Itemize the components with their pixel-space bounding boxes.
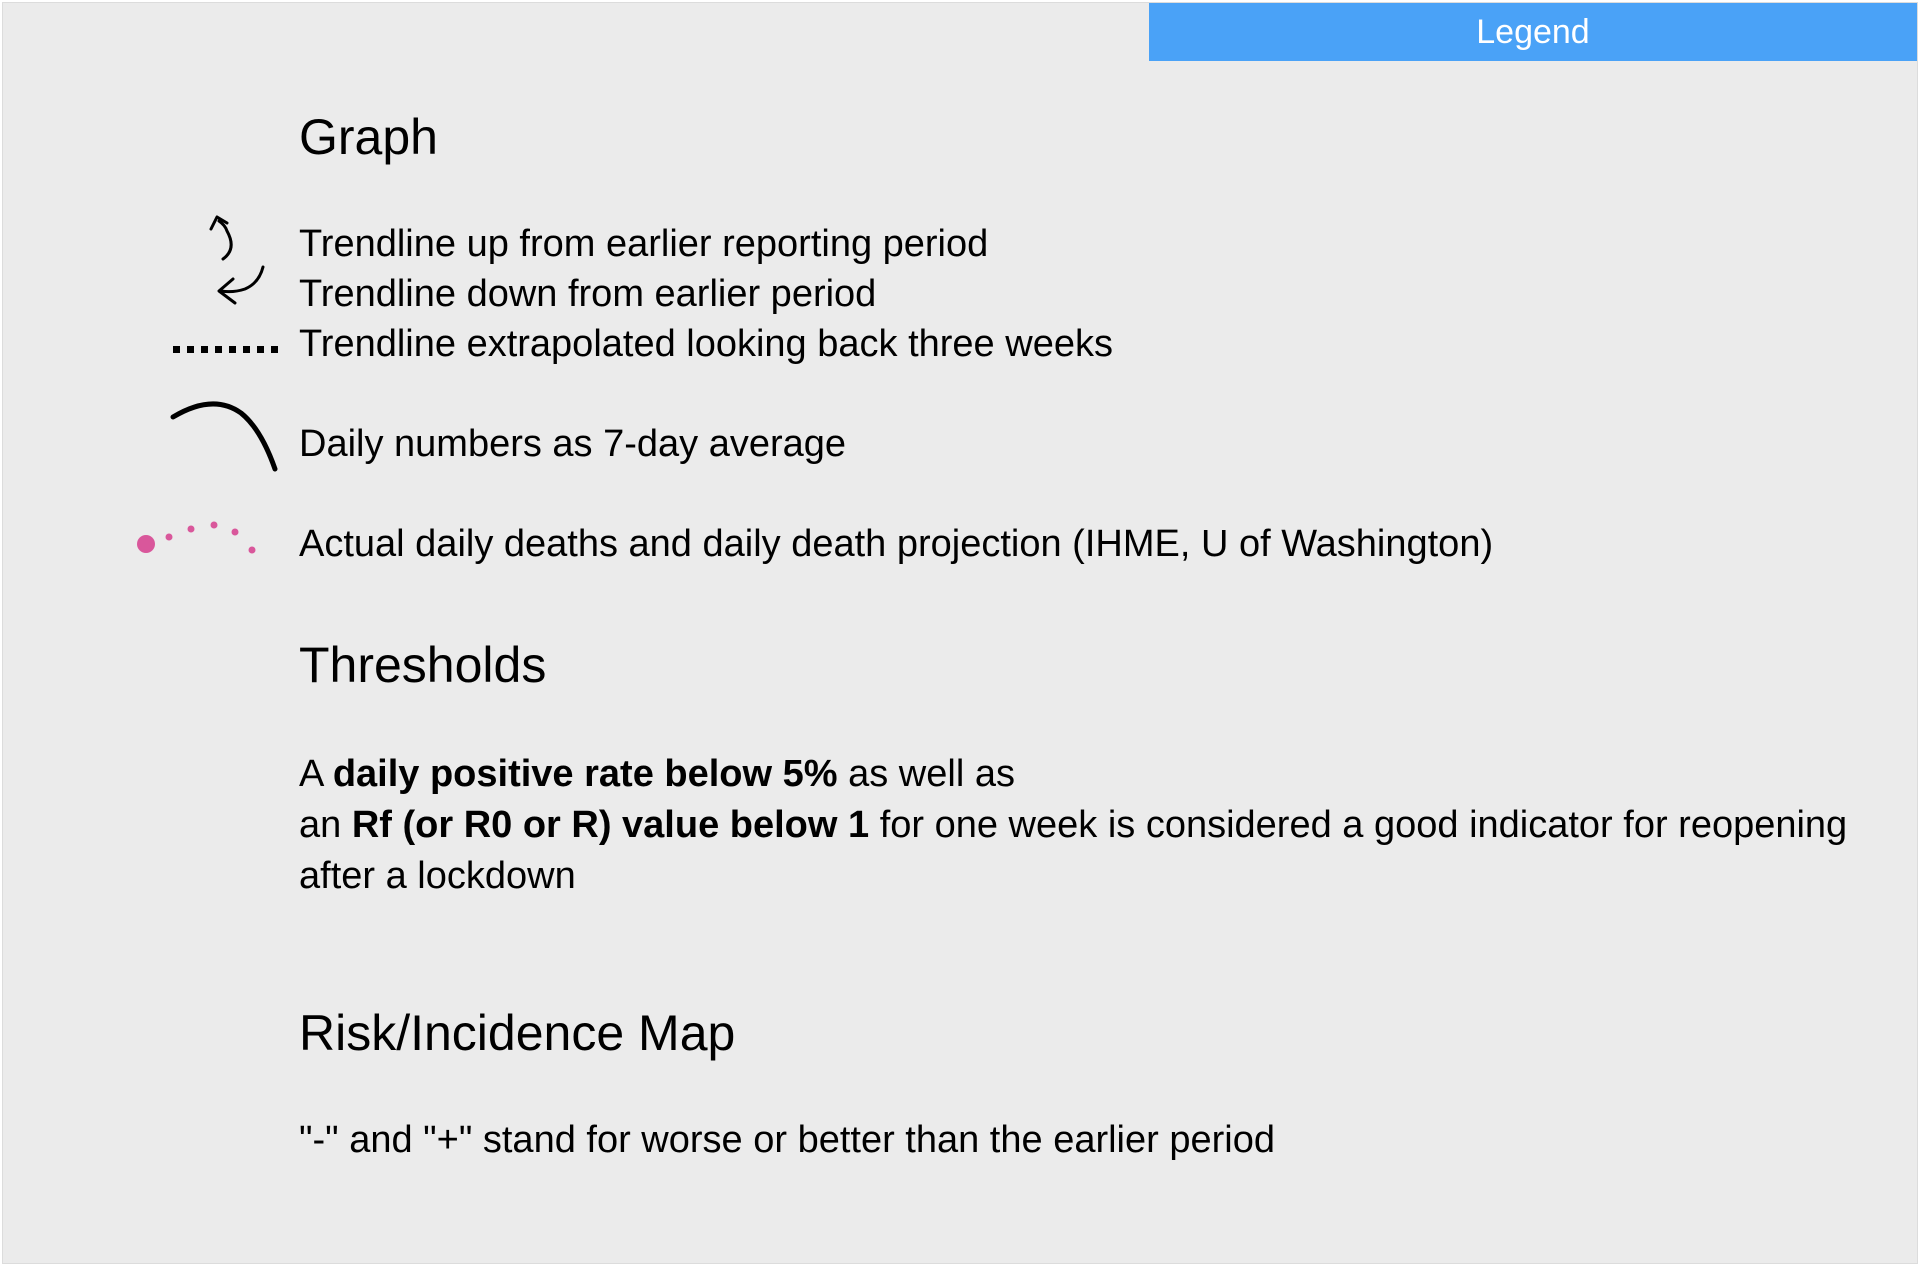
graph-heading: Graph <box>299 109 438 165</box>
thresholds-text <box>299 749 1859 902</box>
curved-arrow-down-icon <box>213 261 269 311</box>
legend-page <box>2 2 1918 1264</box>
curve-line-icon <box>169 399 281 473</box>
legend-item-trend-extrapolated: Trendline extrapolated looking back three weeks <box>299 323 1113 365</box>
thresholds-line1-suffix: as well as <box>837 753 1015 795</box>
thresholds-line2-bold: Rf (or R0 or R) value below 1 <box>351 804 870 846</box>
thresholds-line2-suffix: for one week is considered a good indicator for reopening after a lockdown <box>299 804 1848 897</box>
curved-arrow-up-icon <box>203 211 251 263</box>
thresholds-line1-prefix: A <box>299 753 333 795</box>
dotted-line-icon <box>173 343 279 357</box>
thresholds-line-2 <box>299 800 1859 902</box>
legend-tab[interactable]: Legend <box>1149 3 1917 61</box>
risk-map-heading: Risk/Incidence Map <box>299 1005 736 1061</box>
legend-item-trend-down: Trendline down from earlier period <box>299 273 877 315</box>
thresholds-line-1 <box>299 749 1859 800</box>
risk-map-text: "-" and "+" stand for worse or better than the earlier period <box>299 1119 1275 1161</box>
legend-item-trend-up: Trendline up from earlier reporting period <box>299 223 989 265</box>
legend-item-daily-deaths: Actual daily deaths and daily death projection (IHME, U of Washington) <box>299 523 1494 565</box>
pink-dots-icon <box>131 511 265 559</box>
legend-item-daily-average: Daily numbers as 7-day average <box>299 423 847 465</box>
thresholds-line2-prefix: an <box>299 804 352 846</box>
thresholds-heading: Thresholds <box>299 637 547 693</box>
thresholds-line1-bold: daily positive rate below 5% <box>332 753 838 795</box>
